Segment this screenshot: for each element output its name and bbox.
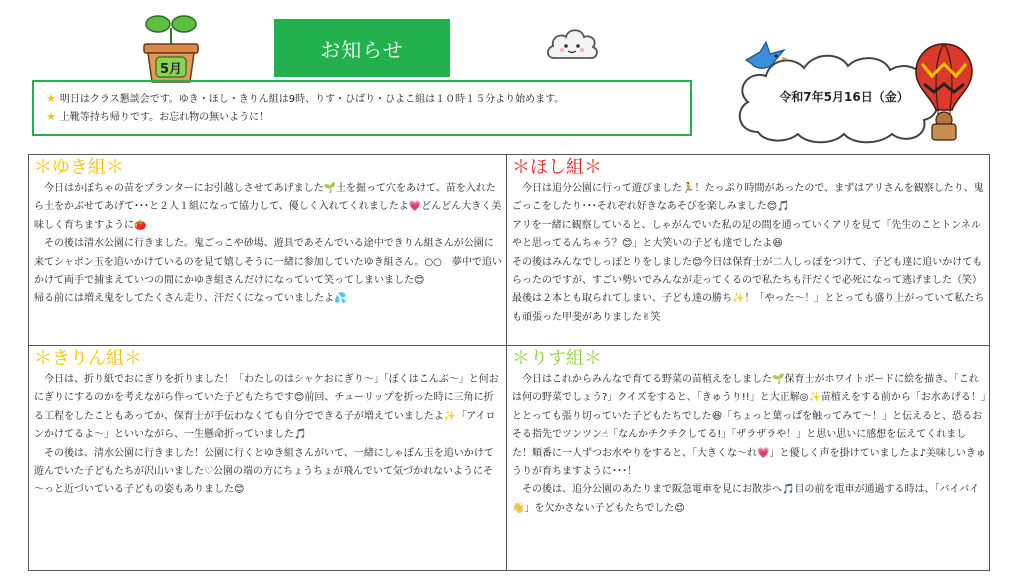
grid-divider-horizontal [28, 345, 990, 346]
section-heading-kirin: ＊きりん組＊ [34, 348, 142, 369]
section-paragraph: その後は、清水公園に行きました！公園に行くとゆき組さんがいて、一緒にしゃぼん玉を追いかけて遊んでいた子どもたちが沢山いました♡公園の端の方にちょうちょが飛んでいて気づかれないようにそ～っと近づいている子どもの姿もありました😊 [34, 447, 494, 496]
star-icon: ★ [46, 92, 56, 105]
section-paragraph: 今日は追分公園に行って遊びました🏃！たっぷり時間があったので、まずはアリさんを観察したり、鬼ごっこをしたり･･･それぞれ好きなあそびを楽しみました😊🎵 [512, 183, 984, 213]
grid-divider-vertical [506, 154, 507, 571]
section-paragraph: アリを一緒に観察していると、しゃがんでいた私の足の間を通っていくアリを見て「先生のことトンネルやと思ってるんちゃう？😊」と大笑いの子ども達でしたよ😆 [512, 219, 981, 250]
bird-icon [740, 40, 790, 76]
section-paragraph: その後は、追分公園のあたりまで阪急電車を見にお散歩へ🎵目の前を電車が通過する時は、「バイバイ👋」を欠かさない子どもたちでした😊 [512, 484, 980, 514]
section-heading-yuki: ＊ゆき組＊ [34, 157, 124, 178]
star-icon: ★ [46, 110, 56, 123]
section-paragraph: 今日は、折り紙でおにぎりを折りました！「わたしのはシャケおにぎり～」「ぼくはこんぶ～」と何おにぎりにするのかを考えながら作っていた子どもたちです😊前回、チューリップを折った時に三角に折る工程をしたこともあってか、保育士が手伝わなくても自分でできる子が増えていましたよ✨「アイロンかけてるよ～」といいながら、一生懸命折っていました🎵 [34, 374, 499, 441]
notice-box [32, 80, 692, 136]
smiling-cloud-icon [544, 22, 600, 64]
section-kirin [34, 347, 502, 500]
page-title: お知らせ [274, 19, 450, 77]
section-heading-hoshi: ＊ほし組＊ [512, 157, 602, 178]
pot-label: 5月 [159, 62, 183, 77]
hot-air-balloon-icon [914, 40, 974, 144]
notice-line-1: ★ 明日はクラス懇談会です。ゆき・ほし・きりん組は9時、りす・ひばり・ひよこ組は１０時１５分より始めます。 [46, 92, 565, 105]
section-paragraph: 帰る前には増え鬼をしてたくさん走り、汗だくになっていましたよ💦 [34, 293, 347, 305]
section-hoshi [512, 156, 986, 327]
date-label: 令和7年5月16日（金） [779, 90, 909, 104]
section-risu [512, 347, 986, 518]
section-yuki [34, 156, 502, 309]
section-paragraph: その後はみんなでしっぽとりをしました😊今日は保育士が二人しっぽをつけて、子ども達に追いかけてもらったのですが、すごい勢いでみんなが走ってくるので私たちも汗だくで必死になって逃げました（笑）最後は２本とも取られてしまい、子ども達の勝ち✨！「やった～！」ととっても盛り上がっていて私たちも頑張った甲斐がありました✌笑 [512, 256, 985, 323]
section-paragraph: 今日はかぼちゃの苗をプランターにお引越しさせてあげました🌱土を掘って穴をあけて、苗を入れたら土をかぶせてあげて･･･と２人１組になって協力して、優しく入れてくれましたよ💗どんどん大きく美味しく育ちますように🍅 [34, 183, 502, 231]
notice-line-2: ★ 上靴等持ち帰りです。お忘れ物の無いように！ [46, 110, 270, 123]
section-paragraph: 今日はこれからみんなで育てる野菜の苗植えをしました🌱保育士がホワイトボードに絵を描き、「これは何の野菜でしょう?」クイズをすると、「きゅうり!!」と大正解◎✨苗植えをする前から「お水あげる！」ととっても張り切っていた子どもたちでした😆「ちょっと葉っぱを触ってみて～！」と伝えると、恐るおそる指先でツンツン☝「なんかチクチクしてる!」「ザラザラや！」と思い思いに感想を伝えてくれました！順番に一人ずつお水やりをすると、「大きくな～れ💗」と優しく声を掛けていましたよ♪美味しいきゅうりが育ちますように･･･！ [512, 374, 986, 478]
section-heading-risu: ＊りす組＊ [512, 348, 602, 369]
section-paragraph: その後は清水公園に行きました。鬼ごっこや砂場、遊具であそんでいる途中できりん組さんが公園に来てシャボン玉を追いかけているのを見て嬉しそうに一緒に参加していたゆき組さん。○○ 夢中で追いかけて両手で捕まえていつの間にかゆき組さんだけになっていて笑ってしまいました😊 [34, 238, 502, 287]
